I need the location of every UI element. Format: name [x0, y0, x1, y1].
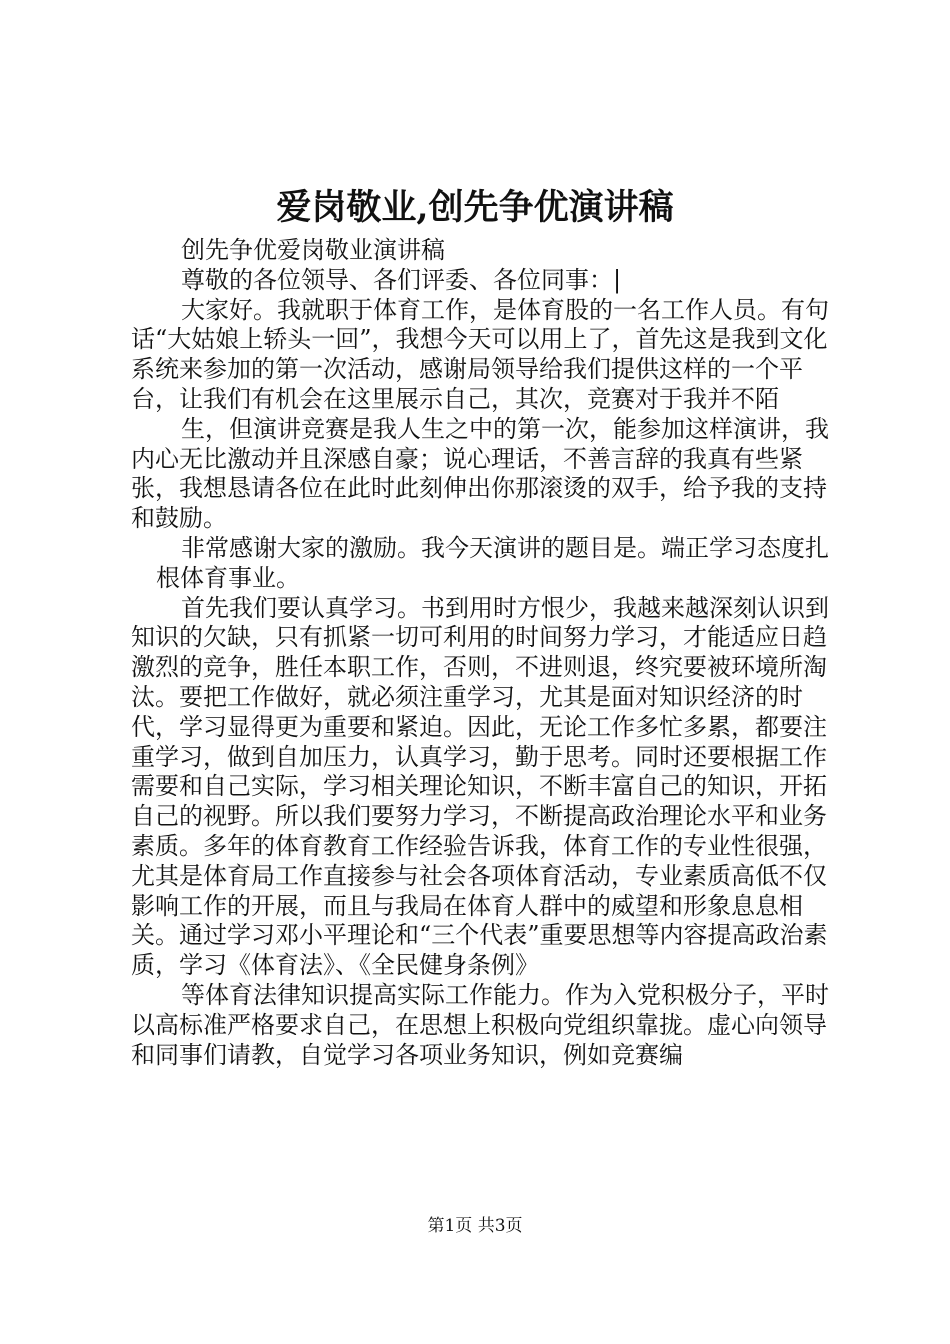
paragraph: 等体育法律知识提高实际工作能力。作为入党积极分子，平时以高标准严格要求自己，在思想上积极向党组织靠拢。虚心向领导和同事们请教，自觉学习各项业务知识，例如竞赛编	[131, 980, 829, 1069]
salutation-line: 尊敬的各位领导、各们评委、各位同事：|	[181, 265, 622, 294]
subtitle-line: 创先争优爱岗敬业演讲稿	[181, 236, 445, 264]
paragraph: 生，但演讲竞赛是我人生之中的第一次，能参加这样演讲，我内心无比激动并且深感自豪；说心理话，不善言辞的我真有些紧张，我想恳请各位在此时此刻伸出你那滚烫的双手，给予我的支持和鼓励。	[131, 414, 829, 533]
document-title: 爱岗敬业,创先争优演讲稿	[276, 187, 674, 228]
paragraph: 非常感谢大家的激励。我今天演讲的题目是。端正学习态度扎	[181, 533, 829, 562]
paragraph: 大家好。我就职于体育工作，是体育股的一名工作人员。有句话“大姑娘上轿头一回”，我想今天可以用上了，首先这是我到文化系统来参加的第一次活动，感谢局领导给我们提供这样的一个平台，让我们有机会在这里展示自己，其次，竞赛对于我并不陌	[131, 295, 829, 413]
document-body	[131, 236, 831, 1070]
paragraph: 根体育事业。	[156, 563, 300, 592]
page-number-footer: 第1页 共3页	[427, 1216, 523, 1236]
paragraph: 首先我们要认真学习。书到用时方恨少，我越来越深刻认识到知识的欠缺，只有抓紧一切可利用的时间努力学习，才能适应日趋激烈的竞争，胜任本职工作，否则，不进则退，终究要被环境所淘汰。要把工作做好，就必须注重学习，尤其是面对知识经济的时代，学习显得更为重要和紧迫。因此，无论工作多忙多累，都要注重学习，做到自加压力，认真学习，勤于思考。同时还要根据工作需要和自己实际，学习相关理论知识，不断丰富自己的知识，开拓自己的视野。所以我们要努力学习，不断提高政治理论水平和业务素质。多年的体育教育工作经验告诉我，体育工作的专业性很强，尤其是体育局工作直接参与社会各项体育活动，专业素质高低不仅影响工作的开展，而且与我局在体育人群中的威望和形象息息相关。通过学习邓小平理论和“三个代表”重要思想等内容提高政治素质，学习《体育法》、《全民健身条例》	[131, 593, 829, 980]
